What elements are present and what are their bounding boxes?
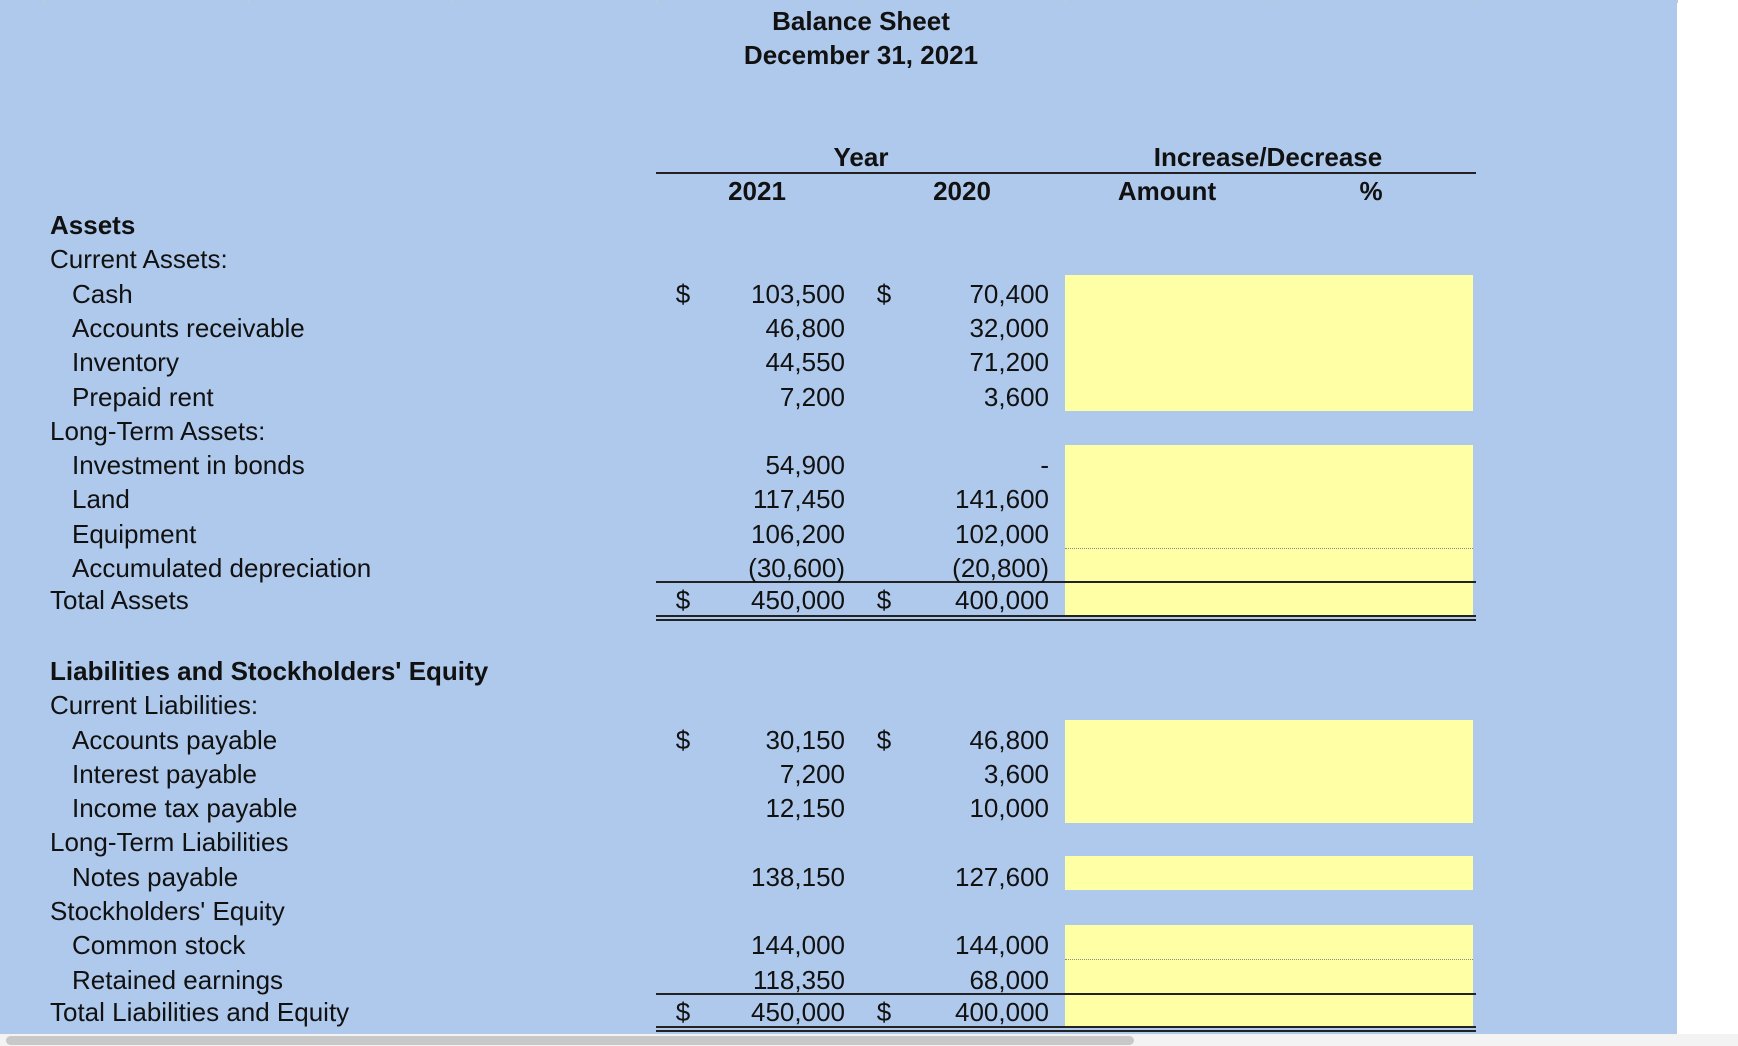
accounts-payable-value-2020: 46,800 [969, 724, 1049, 755]
prepaid-rent-value-2021: 7,200 [779, 381, 845, 412]
assets-label: Assets [50, 210, 136, 240]
long-term-assets-label: Long-Term Assets: [50, 415, 266, 446]
notes-payable-value-2020: 127,600 [955, 861, 1049, 892]
sheet-title: Balance Sheet [772, 6, 950, 36]
stockholders-equity-label: Stockholders' Equity [50, 896, 285, 926]
interest-payable-value-2021: 7,200 [779, 758, 845, 789]
accounts-receivable-value-2020: 32,000 [969, 312, 1049, 343]
total-assets-double-rule [656, 615, 1476, 621]
inventory-value-2021: 44,550 [765, 347, 845, 378]
scrollbar-thumb[interactable] [6, 1036, 1134, 1045]
land-label: Land [72, 484, 130, 515]
accumulated-depreciation-value-2020: (20,800) [952, 553, 1049, 583]
col-header-amount: Amount [1117, 176, 1217, 206]
long-term-liabilities-label: Long-Term Liabilities [50, 827, 289, 858]
accounts-receivable-label: Accounts receivable [72, 312, 305, 343]
prepaid-rent-value-2020: 3,600 [983, 381, 1049, 412]
interest-payable-value-2020: 3,600 [983, 758, 1049, 789]
answer-cells-current-assets[interactable] [1065, 275, 1473, 411]
common-stock-label: Common stock [72, 930, 246, 961]
income-tax-payable-value-2021: 12,150 [765, 793, 845, 824]
col-header-2020: 2020 [933, 176, 991, 206]
common-stock-value-2021: 144,000 [751, 930, 845, 961]
sheet-date: December 31, 2021 [743, 40, 979, 70]
notes-payable-label: Notes payable [72, 861, 239, 892]
land-value-2020: 141,600 [955, 484, 1049, 515]
equipment-value-2020: 102,000 [955, 518, 1049, 549]
cell-separator [1065, 959, 1473, 960]
equipment-label: Equipment [72, 518, 197, 549]
current-liabilities-label: Current Liabilities: [50, 690, 259, 721]
notes-payable-value-2021: 138,150 [751, 861, 845, 892]
accounts-payable-label: Accounts payable [72, 724, 278, 755]
cash-label: Cash [72, 278, 133, 309]
answer-cells-equity[interactable] [1065, 925, 1473, 1028]
cash-value-2020: 70,400 [969, 278, 1049, 309]
investment-in-bonds-label: Investment in bonds [72, 450, 305, 481]
land-value-2021: 117,450 [752, 484, 845, 515]
liabilities-and-stockholders-equity-label: Liabilities and Stockholders' Equity [50, 655, 489, 686]
prepaid-rent-label: Prepaid rent [72, 381, 214, 412]
total-liabilities-and-equity-dollar-2021: $ [675, 996, 691, 1027]
total-assets-dollar-2020: $ [876, 585, 892, 616]
cash-dollar-2020: $ [876, 278, 892, 309]
total-liabilities-and-equity-label: Total Liabilities and Equity [50, 996, 350, 1027]
retained-earnings-value-2021: 118,350 [752, 964, 845, 995]
equipment-value-2021: 106,200 [751, 518, 845, 549]
investment-in-bonds-value-2021: 54,900 [765, 450, 845, 481]
income-tax-payable-value-2020: 10,000 [969, 793, 1049, 824]
total-liabilities-and-equity-value-2021: 450,000 [751, 996, 845, 1027]
cash-dollar-2021: $ [675, 278, 691, 309]
retained-earnings-label: Retained earnings [72, 964, 284, 995]
accounts-payable-value-2021: 30,150 [765, 724, 845, 755]
col-header-percent: % [1359, 176, 1383, 206]
accounts-payable-dollar-2021: $ [675, 724, 691, 755]
accumulated-depreciation-label: Accumulated depreciation [72, 553, 372, 583]
total-liabilities-and-equity-dollar-2020: $ [876, 996, 892, 1027]
common-stock-value-2020: 144,000 [955, 930, 1049, 961]
answer-cells-long-term-assets[interactable] [1065, 445, 1473, 615]
increase-decrease-header: Increase/Decrease [1153, 142, 1383, 172]
cell-separator [1065, 548, 1473, 549]
column-grid [0, 0, 1738, 3]
col-header-2021: 2021 [728, 176, 786, 206]
total-assets-value-2020: 400,000 [955, 585, 1049, 616]
inventory-label: Inventory [72, 347, 179, 378]
accumulated-depreciation-value-2021: (30,600) [748, 553, 845, 583]
year-header: Year [833, 142, 889, 172]
cash-value-2021: 103,500 [751, 278, 845, 309]
interest-payable-label: Interest payable [72, 758, 258, 789]
total-assets-dollar-2021: $ [675, 585, 691, 616]
investment-in-bonds-value-2020: - [1040, 450, 1049, 481]
total-liabilities-and-equity-value-2020: 400,000 [955, 996, 1049, 1027]
answer-cells-notes-payable[interactable] [1065, 856, 1473, 890]
inventory-value-2020: 71,200 [969, 347, 1049, 378]
income-tax-payable-label: Income tax payable [72, 793, 298, 824]
accounts-receivable-value-2021: 46,800 [765, 312, 845, 343]
total-assets-value-2021: 450,000 [751, 585, 845, 616]
current-assets-label: Current Assets: [50, 244, 228, 275]
retained-earnings-value-2020: 68,000 [969, 964, 1049, 995]
total-assets-label: Total Assets [50, 585, 189, 616]
accounts-payable-dollar-2020: $ [876, 724, 892, 755]
answer-cells-current-liabilities[interactable] [1065, 720, 1473, 823]
header-underline [656, 172, 1476, 174]
total-liabilities-double-rule [656, 1026, 1476, 1032]
